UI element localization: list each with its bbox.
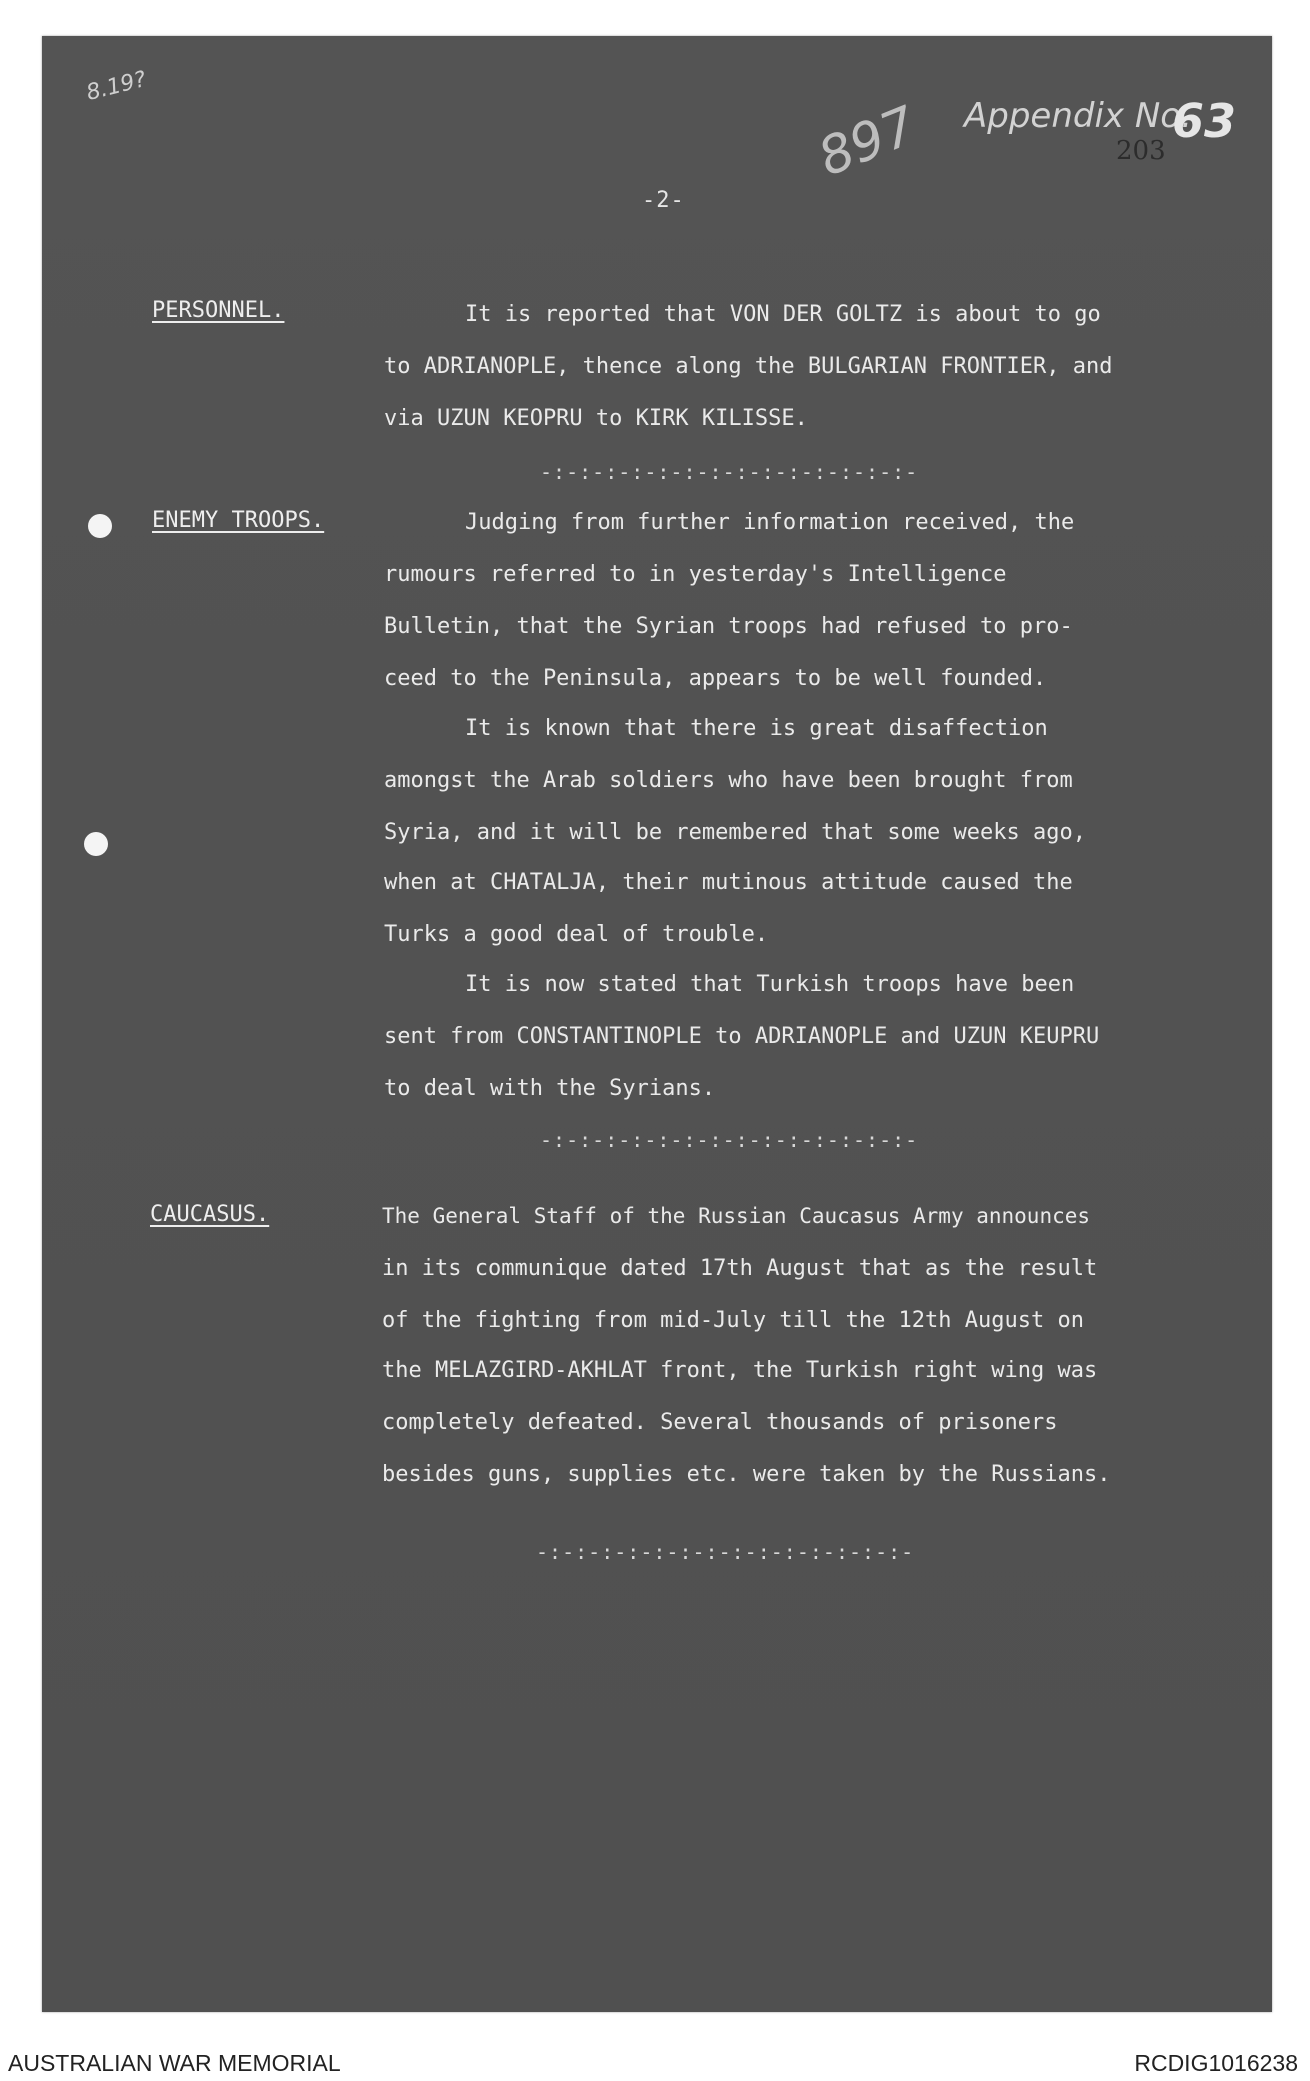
footer-record-id: RCDIG1016238 (1134, 2050, 1298, 2076)
caucasus-line: the MELAZGIRD-AKHLAT front, the Turkish right wing was (382, 1358, 1098, 1383)
corner-note: 8.19? (83, 67, 149, 106)
caucasus-line: besides guns, supplies etc. were taken by the Russians. (382, 1462, 1111, 1487)
enemy-troops-line: It is now stated that Turkish troops have been (465, 972, 1075, 997)
appendix-label: Appendix No. (964, 96, 1192, 136)
caucasus-line: in its communique dated 17th August that as the result (382, 1256, 1098, 1281)
enemy-troops-line: amongst the Arab soldiers who have been brought from (384, 768, 1073, 793)
stamp-number: 203 (1116, 136, 1166, 166)
appendix-number: 63 (1172, 94, 1237, 148)
punch-hole (84, 832, 108, 856)
page-number: -2- (642, 188, 685, 213)
section-heading-enemy-troops: ENEMY TROOPS. (152, 508, 325, 533)
section-separator: -:-:-:-:-:-:-:-:-:-:-:-:-:-:- (536, 1540, 915, 1564)
enemy-troops-line: Bulletin, that the Syrian troops had refused to pro- (384, 614, 1073, 639)
caucasus-line: completely defeated. Several thousands of prisoners (382, 1410, 1058, 1435)
enemy-troops-line: when at CHATALJA, their mutinous attitude caused the (384, 870, 1073, 895)
section-heading-personnel: PERSONNEL. (152, 298, 285, 323)
section-separator: -:-:-:-:-:-:-:-:-:-:-:-:-:-:- (540, 1128, 919, 1152)
enemy-troops-line: to deal with the Syrians. (384, 1076, 716, 1101)
enemy-troops-line: It is known that there is great disaffection (465, 716, 1048, 741)
punch-hole (88, 514, 112, 538)
enemy-troops-line: Judging from further information received, the (465, 510, 1075, 535)
personnel-line: It is reported that VON DER GOLTZ is about to go (465, 302, 1101, 327)
caucasus-line: The General Staff of the Russian Caucasus Army announces (382, 1204, 1091, 1228)
personnel-line: via UZUN KEOPRU to KIRK KILISSE. (384, 406, 808, 431)
enemy-troops-line: Turks a good deal of trouble. (384, 922, 769, 947)
footer-institution: AUSTRALIAN WAR MEMORIAL (8, 2050, 341, 2076)
section-heading-caucasus: CAUCASUS. (150, 1202, 270, 1227)
personnel-line: to ADRIANOPLE, thence along the BULGARIAN FRONTIER, and (384, 354, 1113, 379)
enemy-troops-line: Syria, and it will be remembered that some weeks ago, (384, 820, 1086, 845)
caucasus-line: of the fighting from mid-July till the 12th August on (382, 1308, 1084, 1333)
enemy-troops-line: ceed to the Peninsula, appears to be well founded. (384, 666, 1047, 691)
enemy-troops-line: rumours referred to in yesterday's Intelligence (384, 562, 1007, 587)
enemy-troops-line: sent from CONSTANTINOPLE to ADRIANOPLE and UZUN KEUPRU (384, 1024, 1100, 1049)
folio-number: 897 (810, 95, 925, 189)
section-separator: -:-:-:-:-:-:-:-:-:-:-:-:-:-:- (540, 460, 919, 484)
